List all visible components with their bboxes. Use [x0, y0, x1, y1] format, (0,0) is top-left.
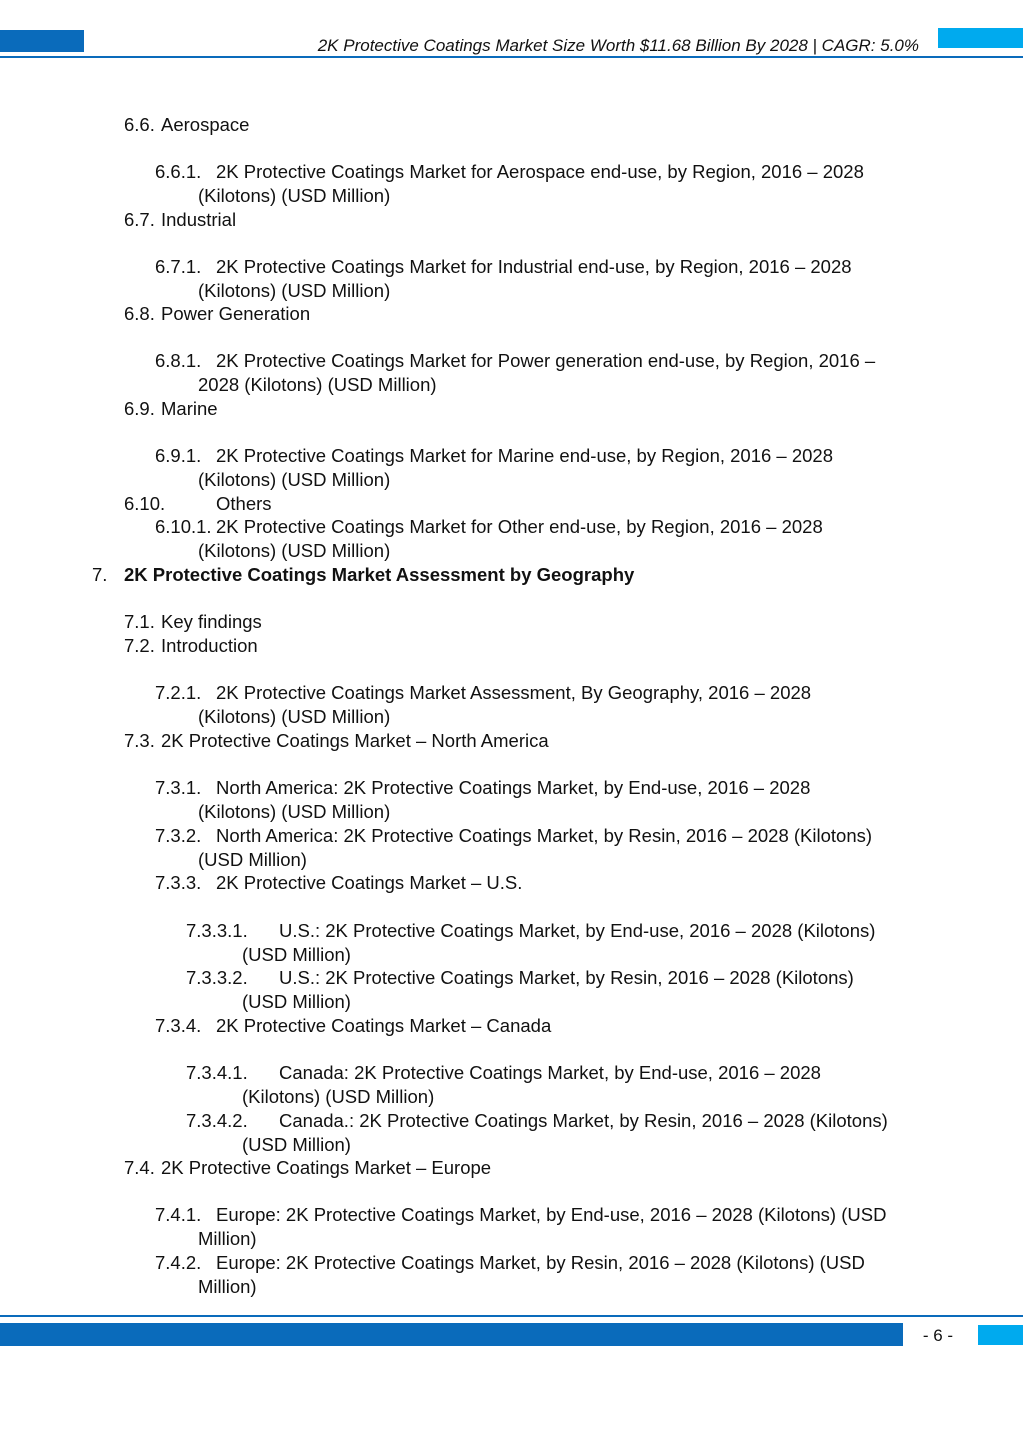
toc-entry-number: 6.7.1.: [155, 256, 202, 277]
toc-entry-text: North America: 2K Protective Coatings Market, by End-use, 2016 – 2028: [216, 777, 811, 798]
toc-entry-number: 6.10.1.: [155, 516, 212, 537]
toc-entry-text: North America: 2K Protective Coatings Market, by Resin, 2016 – 2028 (Kilotons): [216, 825, 873, 846]
toc-entry-text: 2K Protective Coatings Market for Power generation end-use, by Region, 2016 –: [216, 350, 876, 371]
header-left-bar: [0, 30, 84, 52]
toc-entry-number: 6.8.: [124, 303, 155, 324]
toc-entry-number: 6.6.: [124, 114, 155, 135]
toc-entry-text: Europe: 2K Protective Coatings Market, by Resin, 2016 – 2028 (Kilotons) (USD: [216, 1252, 865, 1273]
toc-entry-number: 7.3.4.1.: [186, 1062, 248, 1083]
footer-right-bar: [978, 1325, 1023, 1345]
toc-entry-number: 6.9.1.: [155, 445, 202, 466]
toc-entry-text: Others: [216, 493, 272, 514]
toc-entry-text: Canada.: 2K Protective Coatings Market, by Resin, 2016 – 2028 (Kilotons): [279, 1110, 888, 1131]
toc-entry-continuation: (Kilotons) (USD Million): [242, 1085, 435, 1107]
footer-bar: [0, 1323, 903, 1346]
toc-entry-text: 2K Protective Coatings Market – Canada: [216, 1015, 552, 1036]
toc-entry-text: Introduction: [161, 635, 258, 656]
toc-entry-continuation: (USD Million): [198, 848, 307, 870]
toc-entry-number: 7.2.1.: [155, 682, 202, 703]
toc-entry-text: 2K Protective Coatings Market for Aerospace end-use, by Region, 2016 – 2028: [216, 161, 864, 182]
toc-entry-number: 7.4.: [124, 1157, 155, 1178]
toc-entry-number: 7.: [92, 564, 108, 585]
page-number: - 6 -: [922, 1326, 954, 1345]
toc-entry-continuation: (USD Million): [242, 990, 351, 1012]
toc-entry-continuation: (Kilotons) (USD Million): [198, 279, 391, 301]
toc-entry-text: 2K Protective Coatings Market Assessment by Geography: [124, 564, 635, 585]
toc-entry-number: 7.2.: [124, 635, 155, 656]
toc-entry-text: 2K Protective Coatings Market – North America: [161, 730, 549, 751]
toc-entry-text: U.S.: 2K Protective Coatings Market, by End-use, 2016 – 2028 (Kilotons): [279, 920, 876, 941]
toc-entry-number: 6.8.1.: [155, 350, 202, 371]
toc-entry-number: 6.7.: [124, 209, 155, 230]
toc-entry-number: 6.6.1.: [155, 161, 202, 182]
toc-entry-text: 2K Protective Coatings Market – Europe: [161, 1157, 492, 1178]
header-title: 2K Protective Coatings Market Size Worth $11.68 Billion By 2028 | CAGR: 5.0%: [317, 36, 919, 55]
toc-entry-number: 7.3.3.1.: [186, 920, 248, 941]
toc-entry-number: 7.3.4.: [155, 1015, 202, 1036]
toc-entry-number: 7.3.: [124, 730, 155, 751]
toc-entry-continuation: (Kilotons) (USD Million): [198, 800, 391, 822]
toc-entry-number: 7.3.2.: [155, 825, 202, 846]
toc-entry-continuation: Million): [198, 1227, 257, 1249]
toc-entry-text: 2K Protective Coatings Market for Industrial end-use, by Region, 2016 – 2028: [216, 256, 852, 277]
toc-entry-number: 7.3.3.2.: [186, 967, 248, 988]
toc-entry-number: 6.10.: [124, 493, 166, 514]
toc-entry-continuation: (Kilotons) (USD Million): [198, 468, 391, 490]
footer-rule: [0, 1315, 1023, 1317]
toc-entry-text: U.S.: 2K Protective Coatings Market, by Resin, 2016 – 2028 (Kilotons): [279, 967, 854, 988]
toc-entry-text: 2K Protective Coatings Market for Other end-use, by Region, 2016 – 2028: [216, 516, 823, 537]
toc-entry-text: Aerospace: [161, 114, 250, 135]
toc-entry-number: 7.3.4.2.: [186, 1110, 248, 1131]
toc-entry-text: Canada: 2K Protective Coatings Market, by End-use, 2016 – 2028: [279, 1062, 821, 1083]
toc-entry-number: 6.9.: [124, 398, 155, 419]
toc-entry-text: 2K Protective Coatings Market Assessment, By Geography, 2016 – 2028: [216, 682, 812, 703]
header-right-bar: [938, 28, 1023, 48]
toc-entry-continuation: (Kilotons) (USD Million): [198, 184, 391, 206]
toc-entry-text: 2K Protective Coatings Market – U.S.: [216, 872, 523, 893]
toc-entry-text: Marine: [161, 398, 218, 419]
toc-entry-number: 7.4.2.: [155, 1252, 202, 1273]
toc-entry-continuation: (USD Million): [242, 943, 351, 965]
toc-entry-continuation: (USD Million): [242, 1133, 351, 1155]
toc-entry-text: Industrial: [161, 209, 237, 230]
toc-entry-text: Key findings: [161, 611, 262, 632]
toc-entry-number: 7.3.1.: [155, 777, 202, 798]
toc-entry-text: Europe: 2K Protective Coatings Market, by End-use, 2016 – 2028 (Kilotons) (USD: [216, 1204, 887, 1225]
toc-entry-continuation: (Kilotons) (USD Million): [198, 539, 391, 561]
toc-entry-number: 7.3.3.: [155, 872, 202, 893]
toc-entry-text: 2K Protective Coatings Market for Marine end-use, by Region, 2016 – 2028: [216, 445, 834, 466]
toc-entry-continuation: (Kilotons) (USD Million): [198, 705, 391, 727]
header-rule: [0, 56, 1023, 58]
toc-entry-number: 7.4.1.: [155, 1204, 202, 1225]
toc-entry-continuation: Million): [198, 1275, 257, 1297]
toc-entry-text: Power Generation: [161, 303, 311, 324]
toc-entry-continuation: 2028 (Kilotons) (USD Million): [198, 373, 437, 395]
toc-entry-number: 7.1.: [124, 611, 155, 632]
